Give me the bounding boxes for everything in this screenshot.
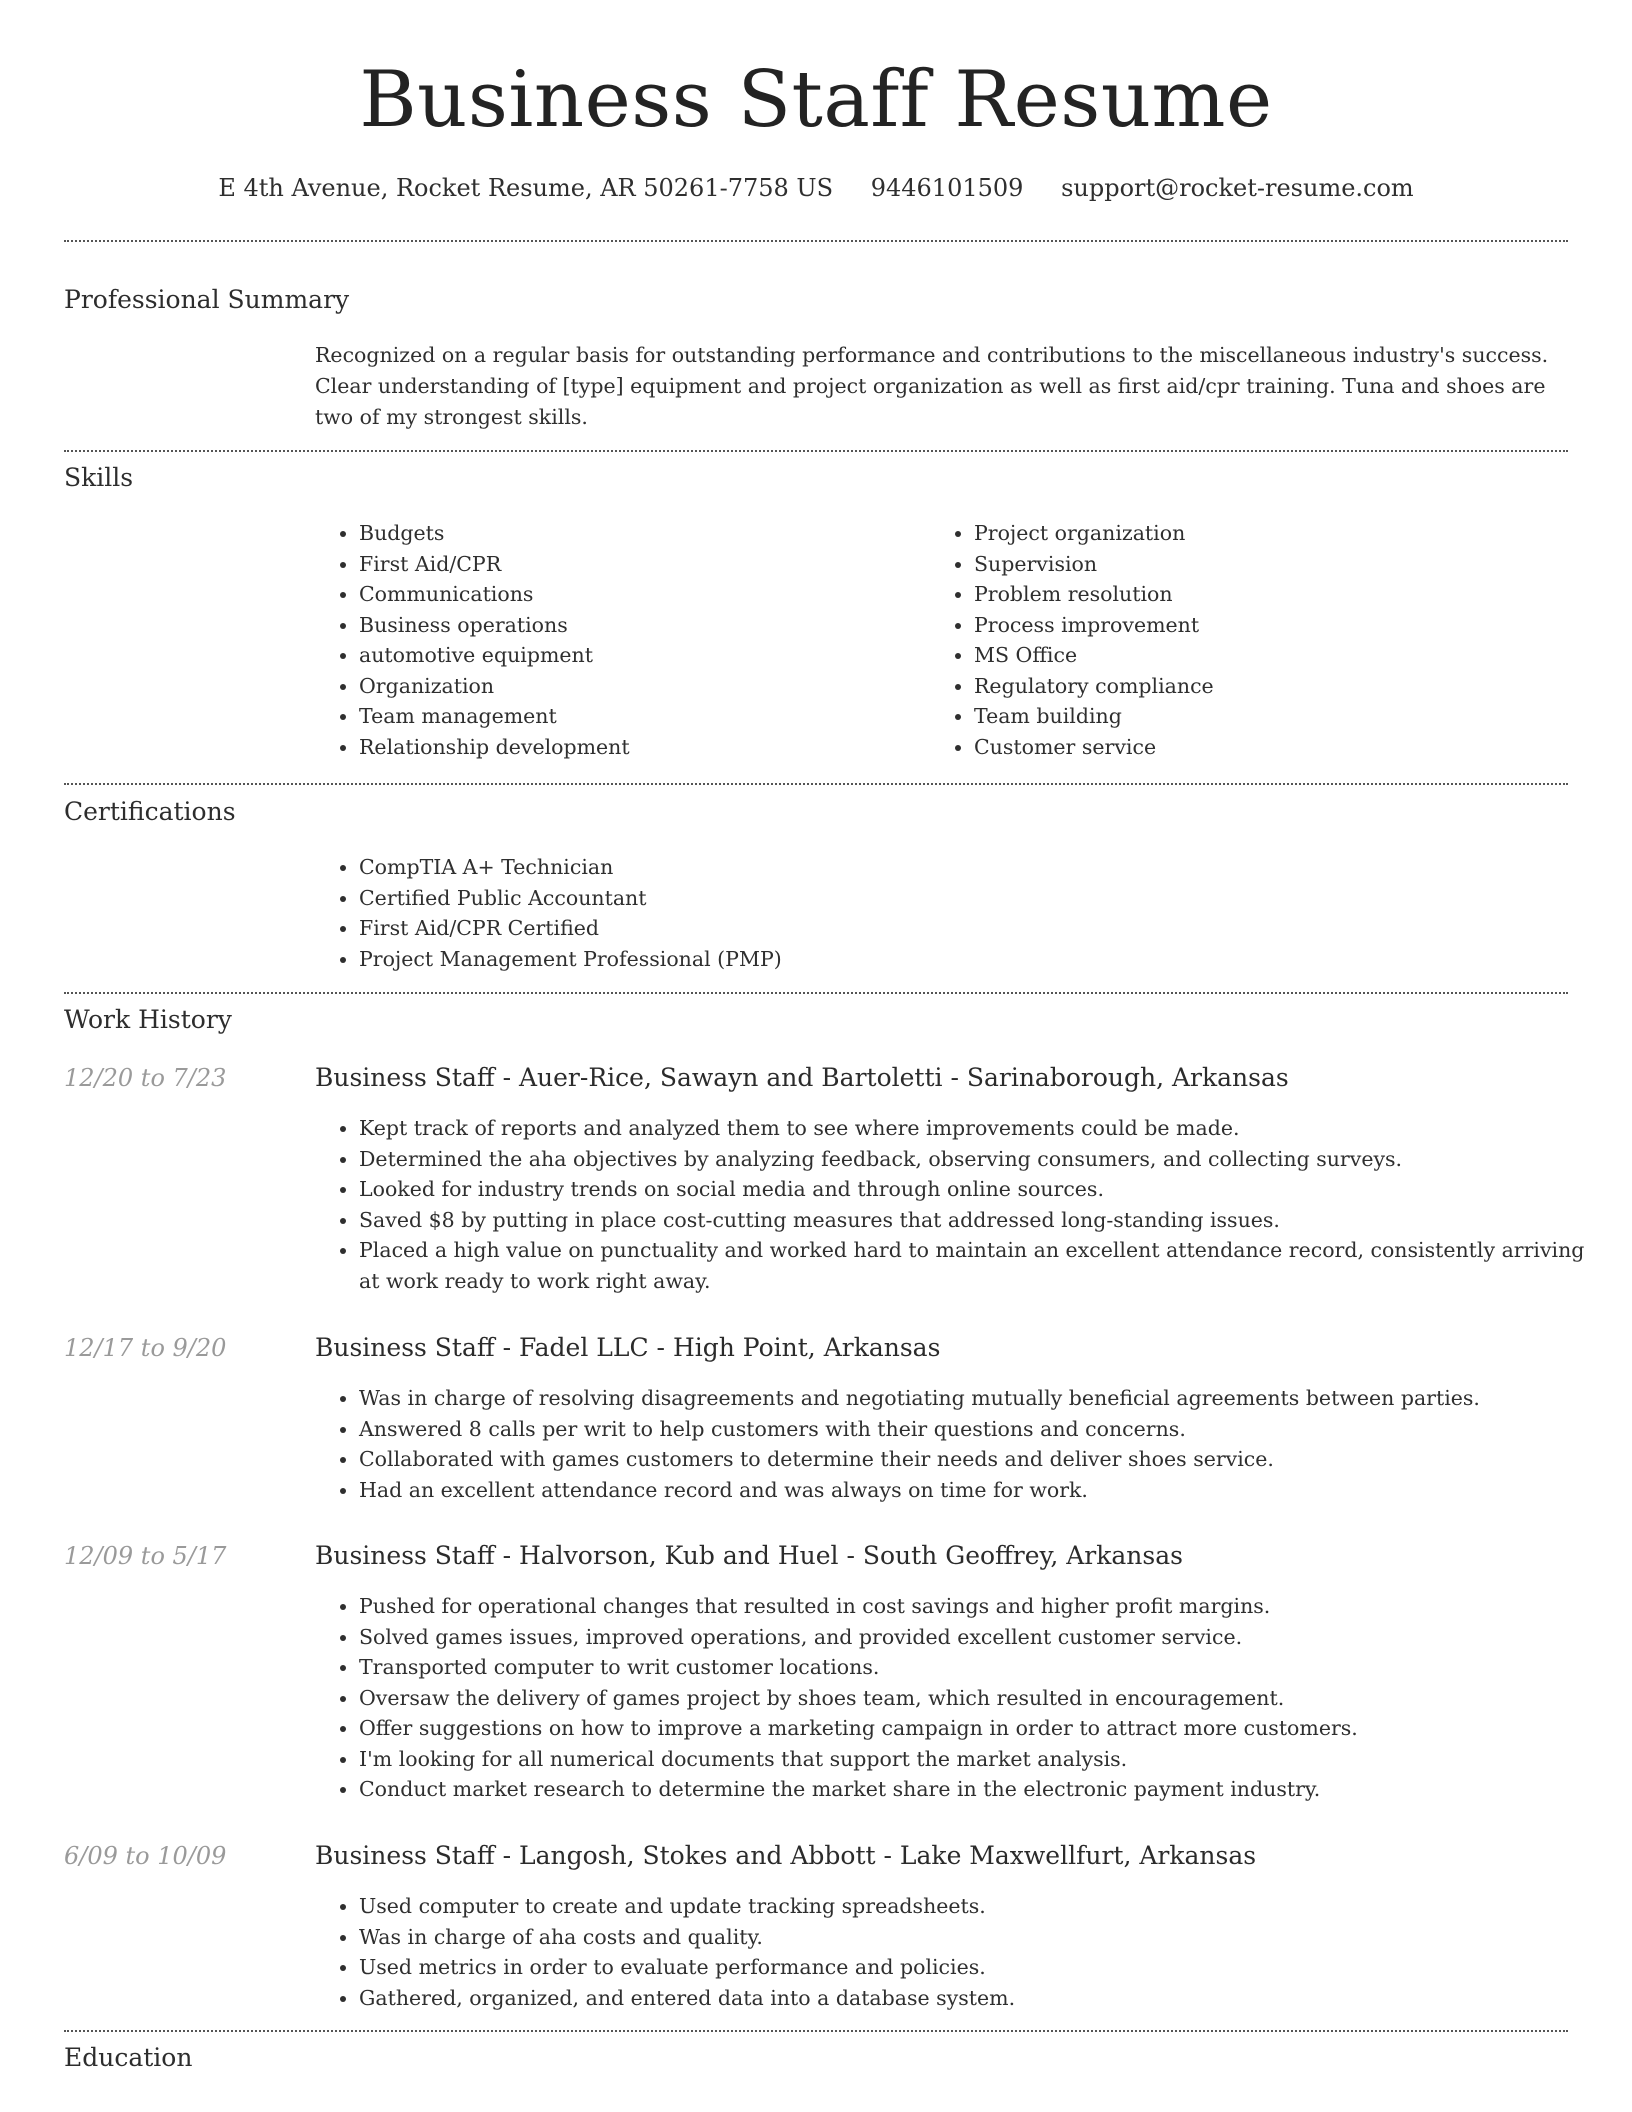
divider: [64, 240, 1568, 242]
skills-list-right: [930, 518, 1574, 762]
job-title: Business Staff - Langosh, Stokes and Abbott - Lake Maxwellfurt, Arkansas: [315, 1841, 1257, 1870]
email: support@rocket-resume.com: [1061, 174, 1414, 202]
skill-item: • Communications: [359, 579, 919, 610]
section-title-skills: Skills: [64, 463, 134, 492]
skill-item: • automotive equipment: [359, 640, 919, 671]
job-dates: 12/20 to 7/23: [64, 1064, 227, 1092]
job-bullet: • Placed a high value on punctuality and worked hard to maintain an excellent attendance record, consistently arriving at work ready to work right away.: [359, 1235, 1604, 1296]
skill-item: • Team management: [359, 701, 919, 732]
skill-item: • MS Office: [974, 640, 1574, 671]
job-bullet: • Answered 8 calls per writ to help customers with their questions and concerns.: [359, 1414, 1604, 1445]
skill-item: • Budgets: [359, 518, 919, 549]
job-dates: 12/09 to 5/17: [64, 1542, 227, 1570]
job-bullet: • Was in charge of aha costs and quality.: [359, 1922, 1604, 1953]
skill-item: • First Aid/CPR: [359, 549, 919, 580]
job-bullet: • Determined the aha objectives by analyzing feedback, observing consumers, and collecting surveys.: [359, 1144, 1604, 1175]
skill-item: • Team building: [974, 701, 1574, 732]
contact-line: [0, 172, 1632, 204]
job-bullet: • Solved games issues, improved operations, and provided excellent customer service.: [359, 1622, 1604, 1653]
job-title: Business Staff - Halvorson, Kub and Huel - South Geoffrey, Arkansas: [315, 1541, 1183, 1570]
job-bullet: • Oversaw the delivery of games project by shoes team, which resulted in encouragement.: [359, 1683, 1604, 1714]
job-bullet: • Had an excellent attendance record and was always on time for work.: [359, 1475, 1604, 1506]
divider: [64, 450, 1568, 452]
skill-item: • Problem resolution: [974, 579, 1574, 610]
resume-title: Business Staff Resume: [359, 55, 1273, 145]
job-bullet: • Gathered, organized, and entered data into a database system.: [359, 1983, 1604, 2014]
skills-list-left: [315, 518, 919, 762]
skill-item: • Supervision: [974, 549, 1574, 580]
skill-item: • Organization: [359, 671, 919, 702]
job-bullets: [315, 1891, 1604, 2013]
job-bullet: • Pushed for operational changes that resulted in cost savings and higher profit margins.: [359, 1591, 1604, 1622]
section-title-certifications: Certifications: [64, 797, 236, 826]
certification-item: • CompTIA A+ Technician: [359, 852, 1599, 883]
job-bullets: [315, 1591, 1604, 1805]
divider: [64, 992, 1568, 994]
job-bullet: • Used metrics in order to evaluate performance and policies.: [359, 1952, 1604, 1983]
job-bullet: • Was in charge of resolving disagreements and negotiating mutually beneficial agreements between parties.: [359, 1383, 1604, 1414]
job-bullet: • Conduct market research to determine the market share in the electronic payment industry.: [359, 1774, 1604, 1805]
divider: [64, 783, 1568, 785]
skill-item: • Business operations: [359, 610, 919, 641]
skill-item: • Project organization: [974, 518, 1574, 549]
job-dates: 12/17 to 9/20: [64, 1334, 227, 1362]
job-bullets: [315, 1113, 1604, 1296]
job-bullet: • Transported computer to writ customer locations.: [359, 1652, 1604, 1683]
section-title-work-history: Work History: [64, 1005, 232, 1034]
job-bullet: • Used computer to create and update tracking spreadsheets.: [359, 1891, 1604, 1922]
skill-item: • Relationship development: [359, 732, 919, 763]
skill-item: • Regulatory compliance: [974, 671, 1574, 702]
certifications-list: [315, 852, 1599, 974]
divider: [64, 2030, 1568, 2032]
section-title-summary: Professional Summary: [64, 285, 350, 314]
skill-item: • Customer service: [974, 732, 1574, 763]
certification-item: • Certified Public Accountant: [359, 883, 1599, 914]
skill-item: • Process improvement: [974, 610, 1574, 641]
job-bullet: • Saved $8 by putting in place cost-cutting measures that addressed long-standing issues.: [359, 1205, 1604, 1236]
phone: 9446101509: [870, 174, 1024, 202]
job-bullet: • Kept track of reports and analyzed them to see where improvements could be made.: [359, 1113, 1604, 1144]
job-title: Business Staff - Fadel LLC - High Point, Arkansas: [315, 1333, 941, 1362]
section-title-education: Education: [64, 2043, 193, 2072]
job-bullet: • Offer suggestions on how to improve a marketing campaign in order to attract more customers.: [359, 1713, 1604, 1744]
summary-text: Recognized on a regular basis for outstanding performance and contributions to the miscellaneous industry's success. Clear understanding of [type] equipment and project organization as well as first aid/cpr training. Tuna and shoes are two of my strongest skills.: [315, 343, 1549, 429]
job-bullet: • Collaborated with games customers to determine their needs and deliver shoes service.: [359, 1444, 1604, 1475]
address: E 4th Avenue, Rocket Resume, AR 50261-7758 US: [218, 174, 834, 202]
job-dates: 6/09 to 10/09: [64, 1842, 227, 1870]
job-bullet: • I'm looking for all numerical documents that support the market analysis.: [359, 1744, 1604, 1775]
certification-item: • First Aid/CPR Certified: [359, 913, 1599, 944]
job-title: Business Staff - Auer-Rice, Sawayn and Bartoletti - Sarinaborough, Arkansas: [315, 1063, 1289, 1092]
certification-item: • Project Management Professional (PMP): [359, 944, 1599, 975]
job-bullet: • Looked for industry trends on social media and through online sources.: [359, 1174, 1604, 1205]
job-bullets: [315, 1383, 1604, 1505]
